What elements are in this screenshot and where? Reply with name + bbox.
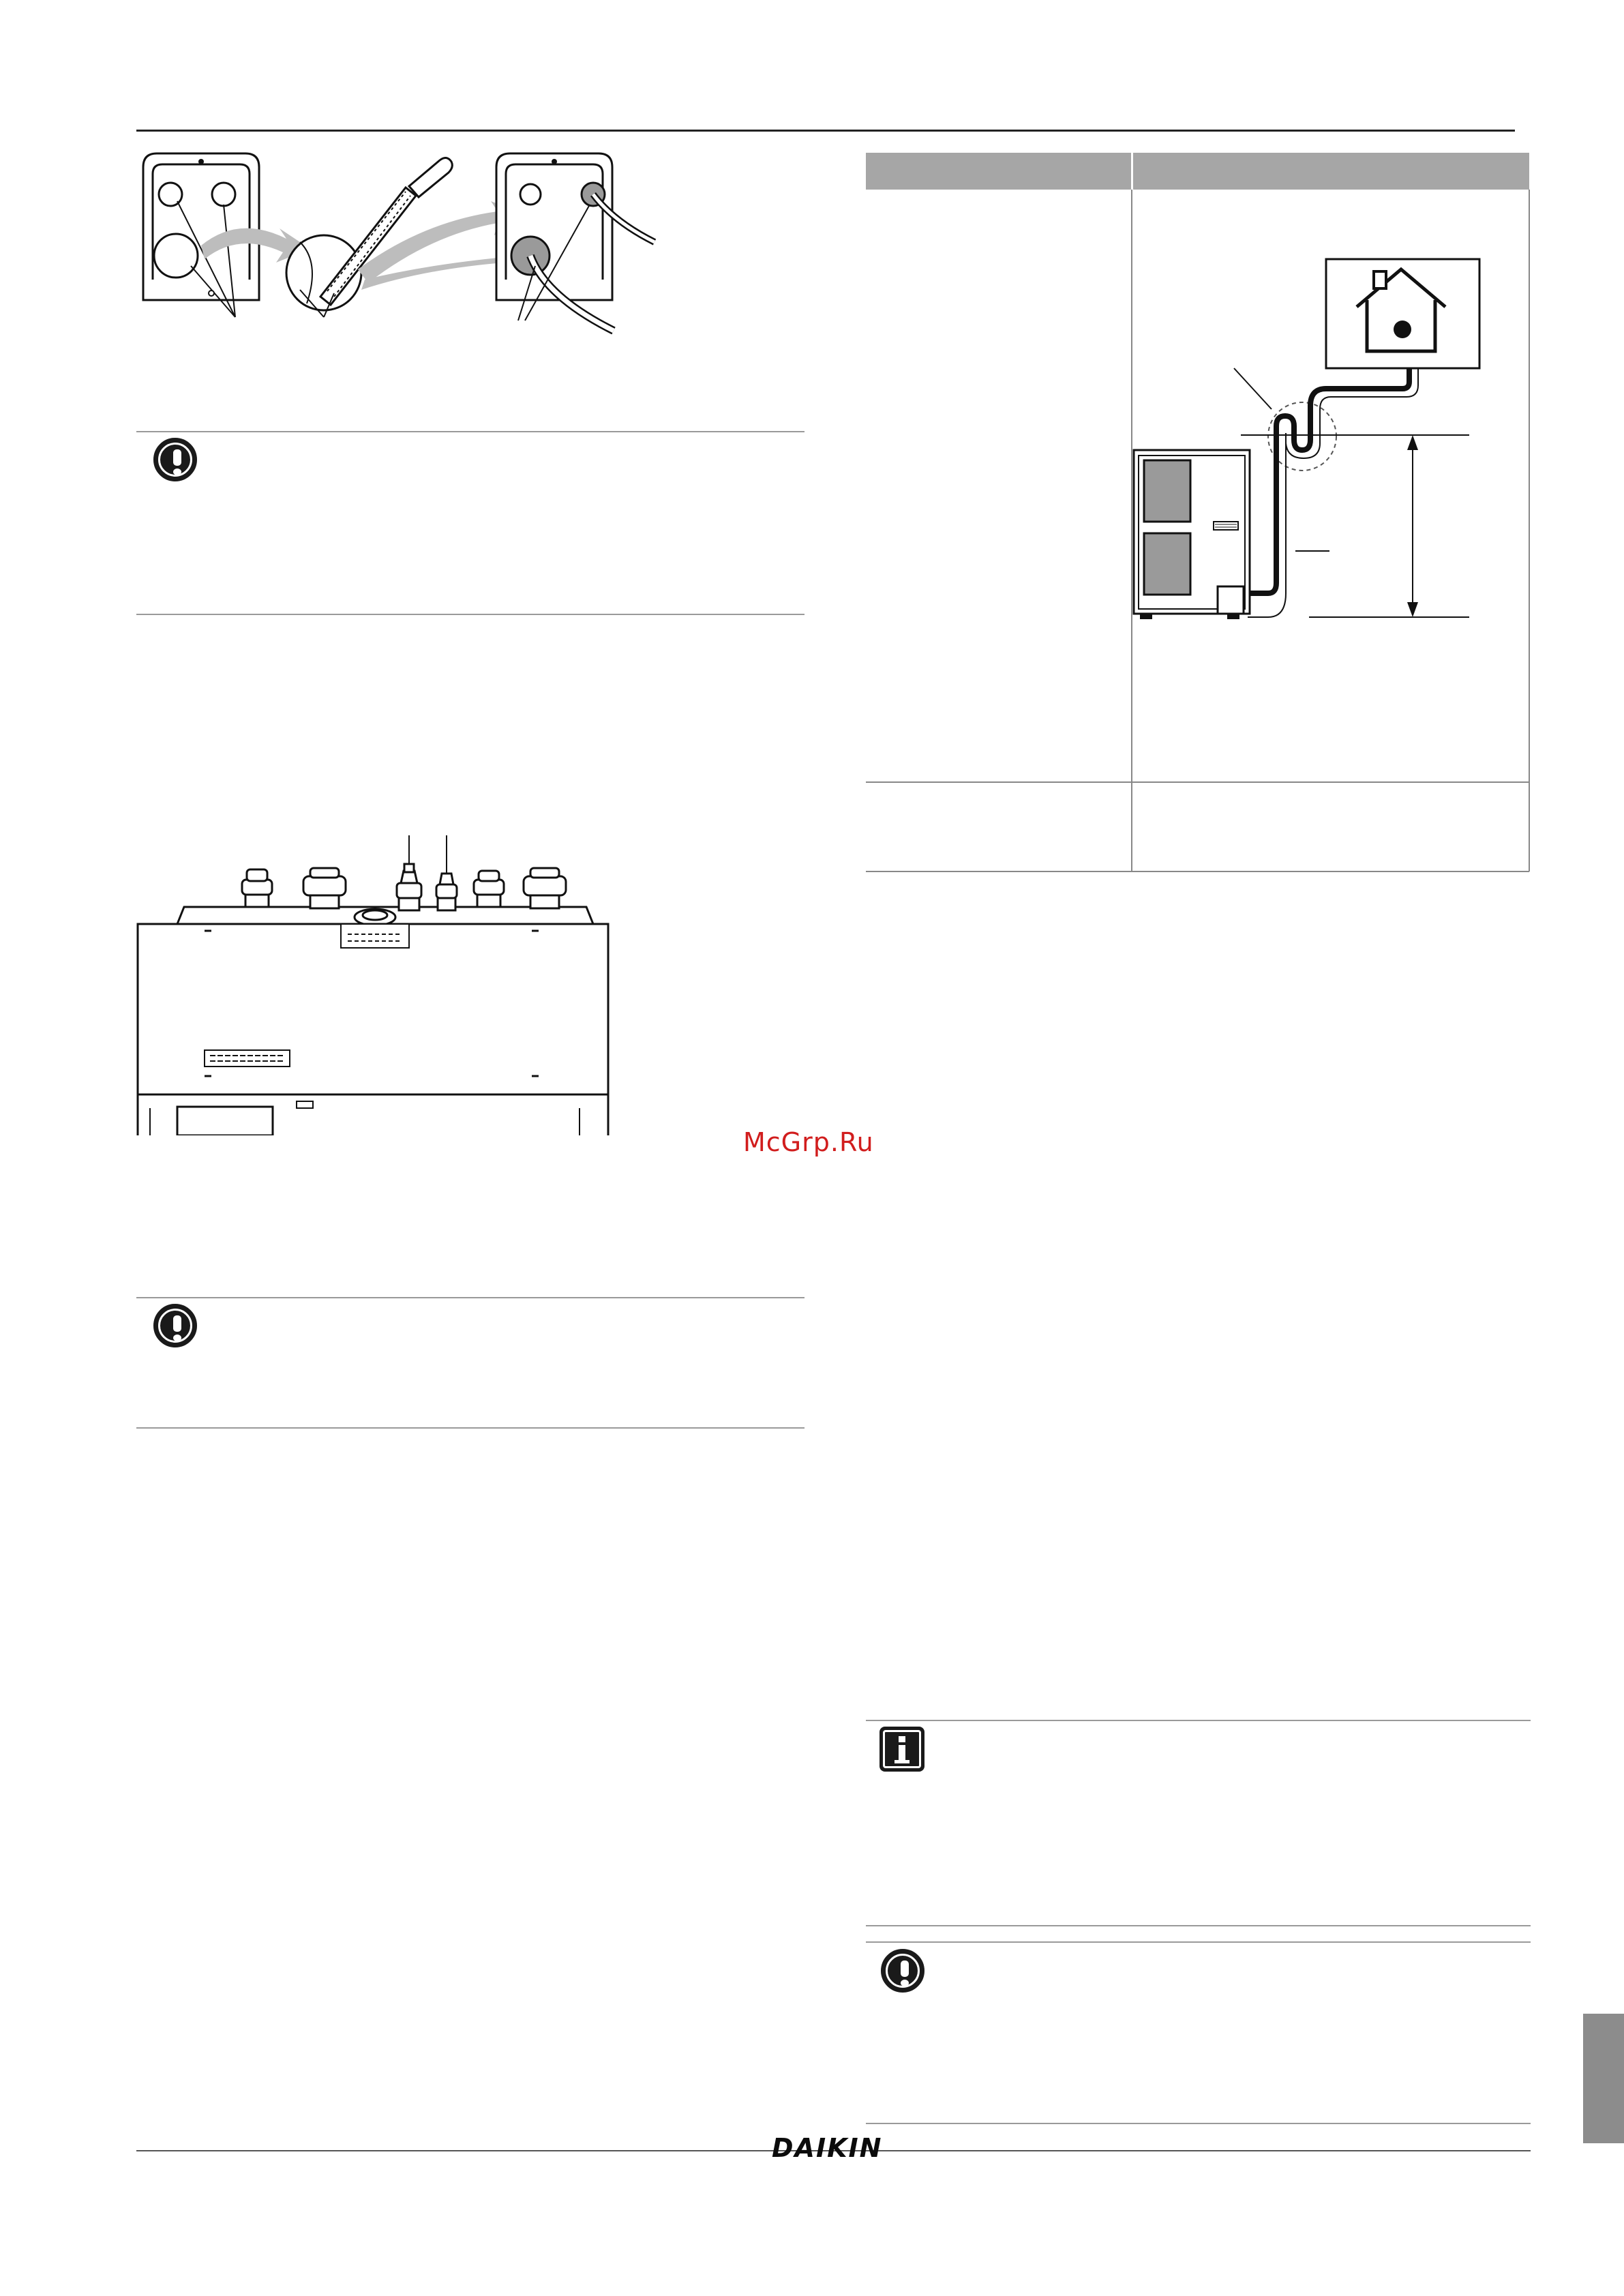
outdoor-unit bbox=[1134, 450, 1250, 619]
unit-body bbox=[138, 924, 608, 1094]
info-icon bbox=[879, 1727, 924, 1772]
table-header bbox=[866, 153, 1529, 190]
caution-2-top-rule bbox=[136, 1297, 805, 1298]
info-bottom-rule bbox=[866, 1925, 1531, 1926]
fitting-6 bbox=[524, 868, 566, 908]
caution-1-top-rule bbox=[136, 431, 805, 432]
table-row-divider bbox=[866, 781, 1529, 783]
unit-label bbox=[205, 1050, 290, 1067]
fitting-center bbox=[355, 909, 395, 925]
outdoor-unit-house-figure bbox=[1132, 252, 1527, 648]
caution-3-top-rule bbox=[866, 1941, 1531, 1943]
watermark: McGrp.Ru bbox=[743, 1127, 874, 1157]
hole-large bbox=[154, 234, 198, 278]
fitting-1 bbox=[242, 869, 272, 907]
exclamation-icon bbox=[153, 438, 197, 481]
indoor-unit-top-figure bbox=[136, 829, 620, 1135]
exclamation-icon bbox=[881, 1949, 924, 1993]
fitting-refrigerant-2 bbox=[436, 874, 457, 910]
caution-3-bottom-rule bbox=[866, 2123, 1531, 2124]
chapter-side-tab bbox=[1583, 2014, 1624, 2143]
daikin-logo: DAIKIN bbox=[772, 2133, 883, 2163]
hole-small-right bbox=[212, 183, 235, 206]
fitting-refrigerant-1 bbox=[397, 864, 421, 910]
exclamation-icon bbox=[153, 1304, 197, 1347]
fitting-2 bbox=[303, 868, 346, 908]
panel-right bbox=[496, 153, 612, 300]
header-rule bbox=[136, 130, 1515, 132]
table-bottom-rule bbox=[866, 871, 1529, 872]
knockout-holes-figure bbox=[136, 147, 675, 351]
info-top-rule bbox=[866, 1720, 1531, 1721]
caution-2-bottom-rule bbox=[136, 1427, 805, 1429]
caution-1-bottom-rule bbox=[136, 614, 805, 615]
refrigerant-pipe bbox=[1248, 368, 1409, 593]
table-right-rule bbox=[1529, 190, 1530, 871]
fitting-5 bbox=[474, 871, 504, 907]
